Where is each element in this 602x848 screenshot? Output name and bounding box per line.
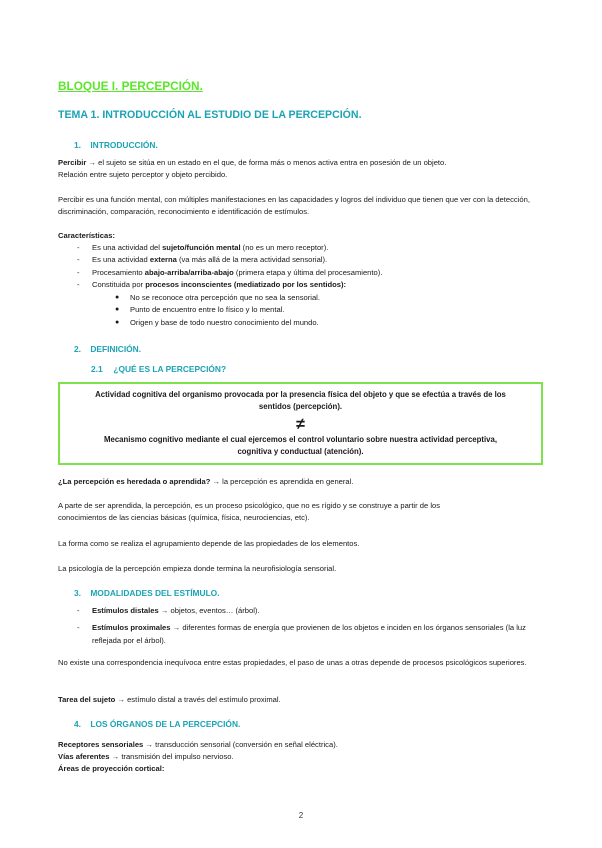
- term: Tarea del sujeto: [58, 695, 116, 704]
- section-title: MODALIDADES DEL ESTÍMULO.: [90, 588, 220, 598]
- bullet-icon: ●: [115, 306, 120, 314]
- section-1-heading: [74, 139, 560, 151]
- relacion-text: Relación entre sujeto perceptor y objeto percibido.: [58, 170, 228, 179]
- term: Vías aferentes: [58, 752, 110, 761]
- caracteristicas-sublist: [58, 292, 544, 329]
- areas-line: Áreas de proyección cortical:: [58, 764, 165, 773]
- tarea-sujeto: [58, 694, 544, 706]
- bullet-icon: ●: [115, 294, 120, 301]
- not-equal-icon: ≠: [296, 415, 305, 433]
- list-item: ● Punto de encuentro entre lo físico y lo mental.: [58, 304, 544, 316]
- modalidades-list: [58, 605, 544, 647]
- term: Receptores sensoriales: [58, 740, 144, 749]
- section-title: DEFINICIÓN.: [90, 344, 142, 354]
- aprendida-line-1: A parte de ser aprendida, la percepción, es un proceso psicológico, que no es rígido y se construye a partir de los: [58, 501, 441, 510]
- box-line: sentidos (percepción).: [258, 402, 343, 412]
- funcion-mental-paragraph: Percibir es una función mental, con múltiples manifestaciones en las capacidades y logros del individuo que tienen que ver con la detección, discriminación, comparación, reconocimiento e identificación de estímulos.: [58, 195, 530, 217]
- list-item: - Es una actividad del sujeto/función mental (no es un mero receptor).: [77, 243, 329, 252]
- list-item: ● Origen y base de todo nuestro conocimiento del mundo.: [58, 317, 544, 329]
- section-2-heading: [74, 343, 560, 355]
- bloque-title: BLOQUE I. PERCEPCIÓN.: [58, 79, 203, 93]
- definicion-box: [58, 382, 543, 465]
- psicologia-paragraph: La psicología de la percepción empieza donde termina la neurofisiología sensorial.: [58, 564, 337, 573]
- box-line: cognitiva y conductual (atención).: [237, 446, 364, 456]
- section-title: ¿QUÉ ES LA PERCEPCIÓN?: [113, 364, 227, 374]
- definition: → el sujeto se sitúa en un estado en el que, de forma más o menos activa entra en posesión de un objeto.: [86, 158, 447, 167]
- correspondencia-paragraph: No existe una correspondencia inequívoca entre estas propiedades, el paso de unas a otras depende de procesos psicológicos superiores.: [58, 658, 527, 667]
- vias-line: [58, 751, 544, 763]
- definition: → transducción sensorial (conversión en señal eléctrica).: [143, 740, 338, 749]
- page-number: 2: [298, 811, 304, 820]
- term: Percibir: [58, 158, 87, 167]
- section-title: INTRODUCCIÓN.: [90, 140, 158, 150]
- section-number: 3.: [74, 588, 81, 598]
- box-line: Actividad cognitiva del organismo provocada por la presencia física del objeto y que se efectúa a través de los: [95, 390, 506, 399]
- tema-title: TEMA 1. INTRODUCCIÓN AL ESTUDIO DE LA PERCEPCIÓN.: [58, 109, 362, 121]
- receptores-line: [58, 739, 544, 751]
- section-number: 2.: [74, 344, 81, 354]
- heredada-question: [58, 476, 544, 488]
- question: ¿La percepción es heredada o aprendida?: [58, 477, 211, 486]
- list-item: - Estímulos distales → objetos, eventos… (árbol).: [77, 606, 260, 615]
- box-line: Mecanismo cognitivo mediante el cual ejercemos el control voluntario sobre nuestra actividad perceptiva,: [104, 434, 497, 444]
- definition: → estímulo distal a través del estímulo proximal.: [115, 695, 281, 704]
- list-item: - Estímulos proximales → diferentes formas de energía que provienen de los objetos e inciden en los órganos sensoriales (la luz reflejada por el árbol).: [77, 623, 526, 645]
- section-number: 2.1: [91, 364, 103, 374]
- caracteristicas-heading: Características:: [58, 231, 115, 240]
- bullet-icon: ●: [115, 318, 120, 326]
- section-4-heading: [74, 718, 560, 730]
- list-item: - Constituida por procesos inconscientes (mediatizado por los sentidos):: [77, 279, 347, 289]
- list-item: - Es una actividad externa (va más allá de la mera actividad sensorial).: [77, 255, 328, 265]
- section-3-heading: [74, 587, 560, 599]
- answer: → la percepción es aprendida en general.: [210, 477, 354, 486]
- list-item: - Procesamiento abajo-arriba/arriba-abajo (primera etapa y última del procesamiento).: [77, 267, 383, 277]
- section-title: LOS ÓRGANOS DE LA PERCEPCIÓN.: [90, 719, 241, 729]
- section-number: 1.: [74, 140, 81, 150]
- caracteristicas-list: [58, 242, 544, 291]
- percibir-definition: [58, 157, 544, 169]
- section-number: 4.: [74, 719, 81, 729]
- aprendida-line-2: conocimientos de las ciencias básicas (química, física, neurociencias, etc).: [58, 513, 310, 522]
- definition: → transmisión del impulso nervioso.: [109, 752, 234, 761]
- section-2-1-heading: [91, 363, 577, 375]
- list-item: ● No se reconoce otra percepción que no sea la sensorial.: [58, 292, 544, 304]
- agrupamiento-paragraph: La forma como se realiza el agrupamiento depende de las propiedades de los elementos.: [58, 539, 360, 548]
